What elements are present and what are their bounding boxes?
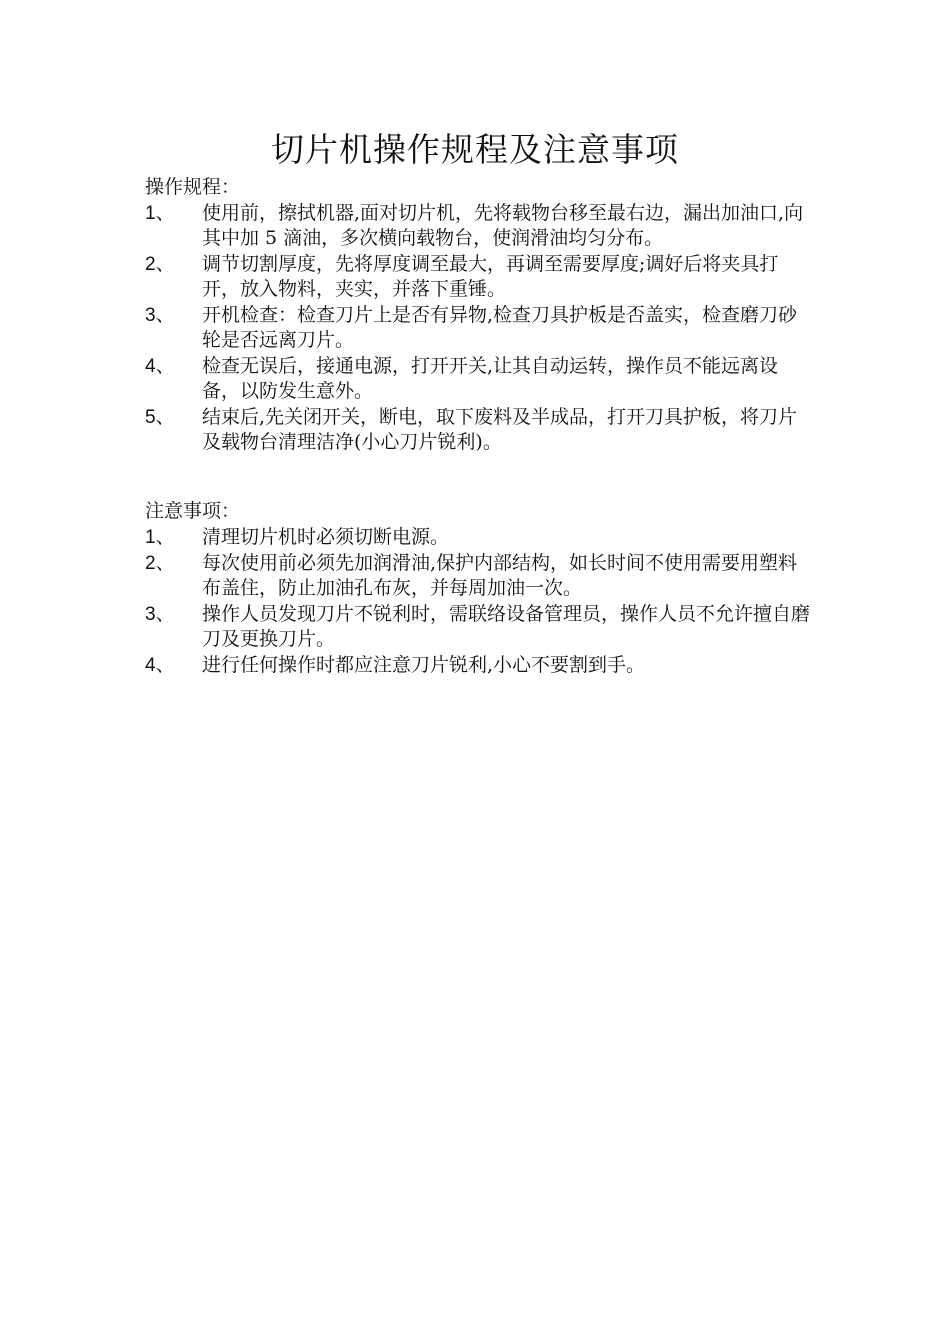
list-item: [145, 602, 815, 652]
item-text: 每次使用前必须先加润滑油,保护内部结构，如长时间不使用需要用塑料布盖住，防止加油孔布灰，并每周加油一次。: [202, 552, 798, 599]
item-text: 清理切片机时必须切断电源。: [202, 526, 450, 548]
operating-procedures-heading: 操作规程：: [145, 176, 241, 198]
item-number: 3、: [145, 604, 175, 625]
item-number: 1、: [145, 527, 175, 548]
item-number: 3、: [145, 305, 175, 326]
document-title: 切片机操作规程及注意事项: [271, 130, 679, 169]
list-item: [145, 405, 815, 455]
precautions-section: [145, 498, 815, 678]
list-item: [145, 201, 815, 251]
operating-procedures-section: [145, 174, 815, 455]
item-number: 1、: [145, 203, 175, 224]
item-text: 使用前，擦拭机器,面对切片机，先将载物台移至最右边，漏出加油口,向其中加 5 滴油，多次横向载物台，使润滑油均匀分布。: [202, 202, 804, 249]
list-item: [145, 525, 815, 550]
item-number: 5、: [145, 407, 175, 428]
item-number: 2、: [145, 254, 175, 275]
precautions-heading: 注意事项：: [145, 500, 241, 522]
list-item: [145, 252, 815, 302]
list-item: [145, 303, 815, 353]
operating-procedures-list: [145, 201, 815, 455]
item-number: 4、: [145, 655, 175, 676]
list-item: [145, 653, 815, 678]
list-item: [145, 551, 815, 601]
item-text: 结束后,先关闭开关，断电，取下废料及半成品，打开刀具护板，将刀片及载物台清理洁净(小心刀片锐利)。: [202, 406, 798, 453]
item-text: 调节切割厚度，先将厚度调至最大，再调至需要厚度;调好后将夹具打开，放入物料，夹实，并落下重锤。: [202, 253, 779, 300]
precautions-list: [145, 525, 815, 678]
item-number: 2、: [145, 553, 175, 574]
item-text: 检查无误后，接通电源，打开开关,让其自动运转，操作员不能远离设备，以防发生意外。: [202, 355, 779, 402]
item-text: 操作人员发现刀片不锐利时，需联络设备管理员，操作人员不允许擅自磨刀及更换刀片。: [202, 603, 811, 650]
item-text: 开机检查：检查刀片上是否有异物,检查刀具护板是否盖实，检查磨刀砂轮是否远离刀片。: [202, 304, 798, 351]
item-number: 4、: [145, 356, 175, 377]
list-item: [145, 354, 815, 404]
item-text: 进行任何操作时都应注意刀片锐利,小心不要割到手。: [202, 654, 646, 676]
